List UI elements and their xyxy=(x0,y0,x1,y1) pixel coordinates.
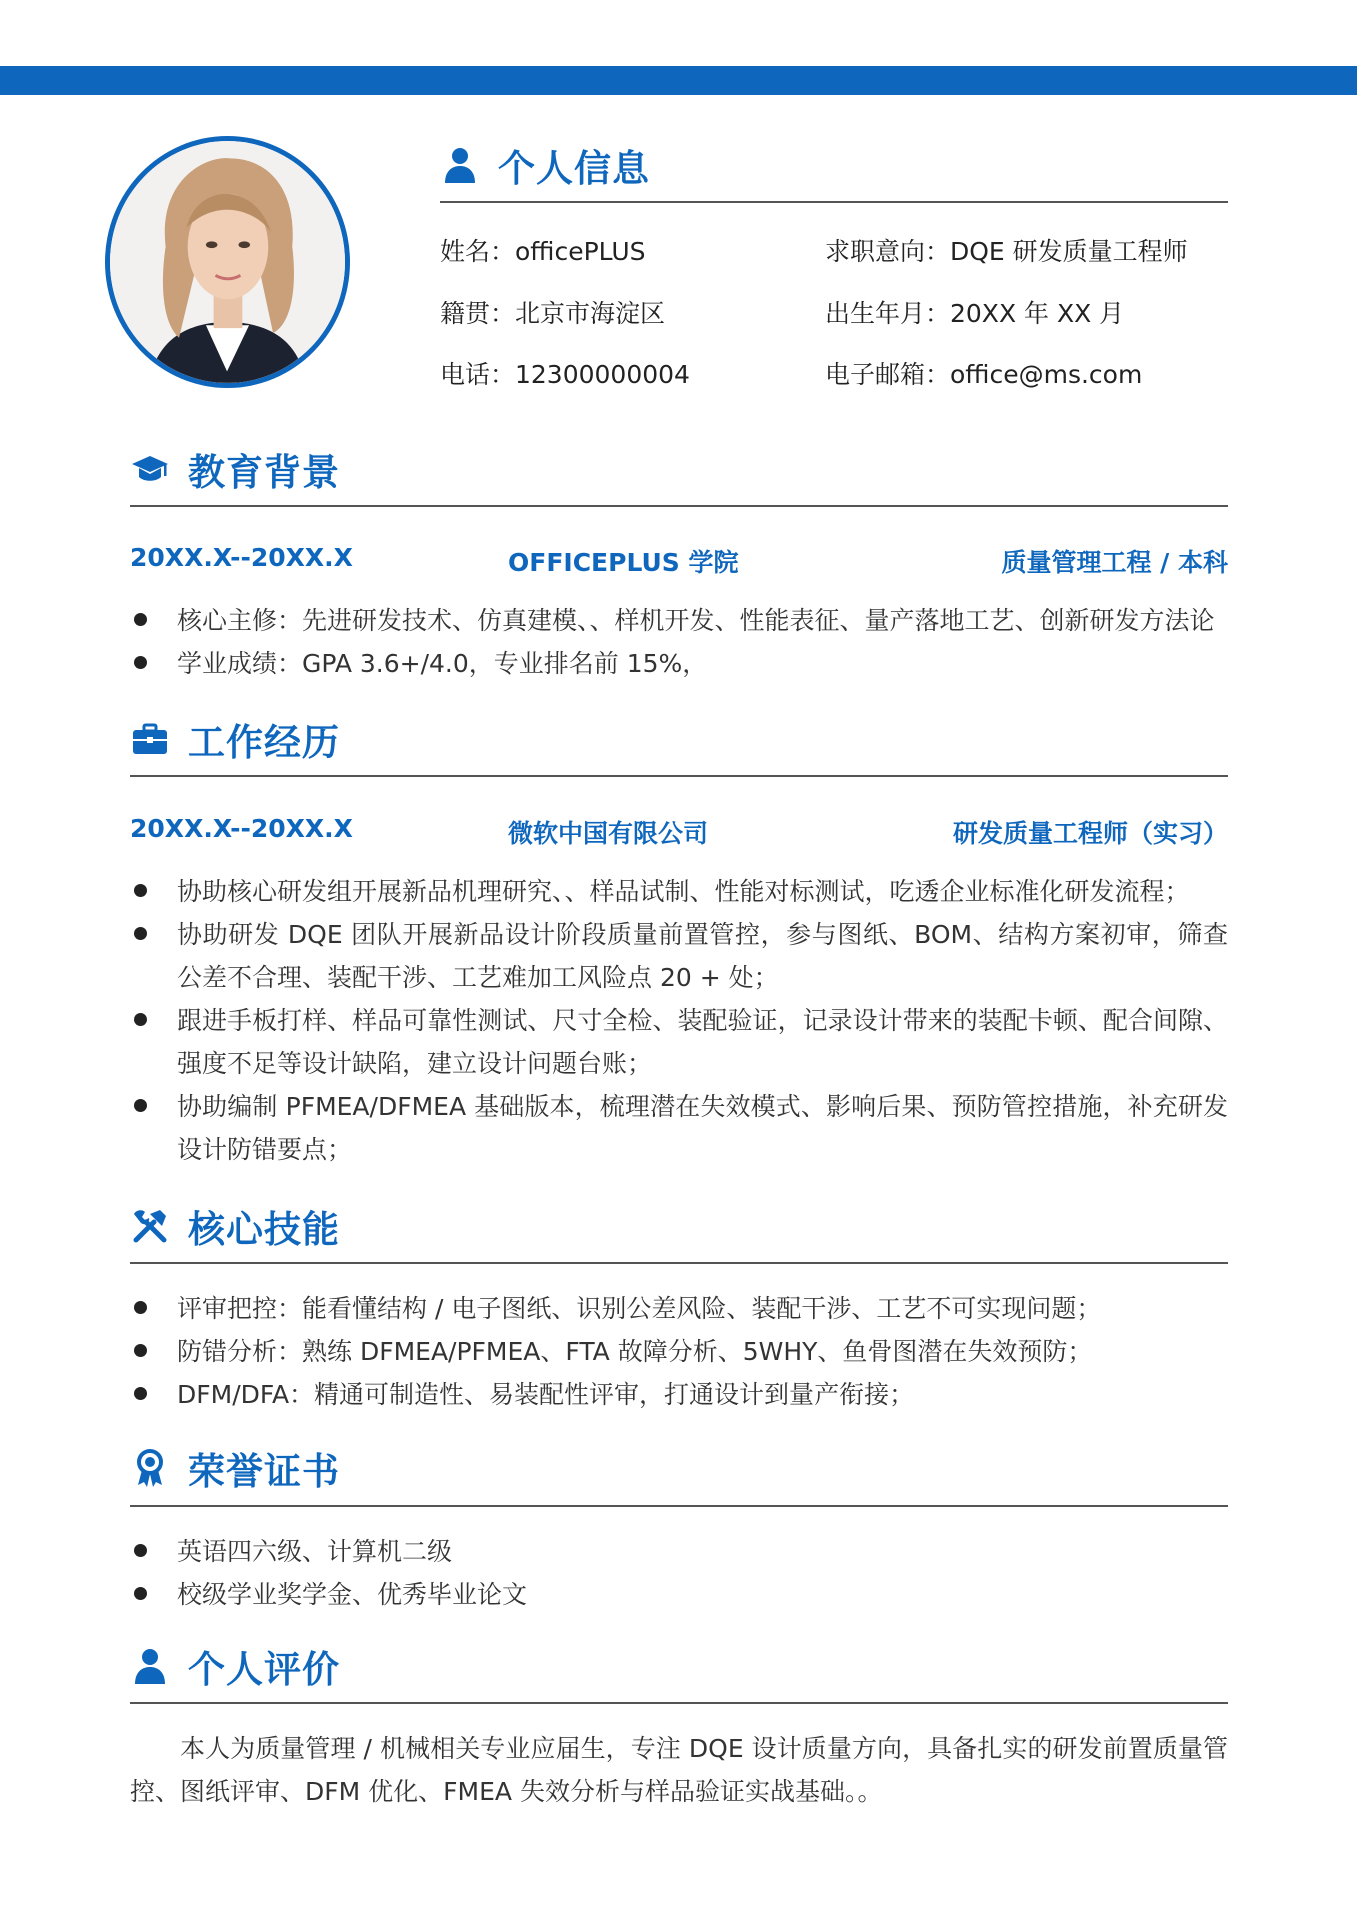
section-divider xyxy=(440,201,1228,203)
list-item: 核心主修：先进研发技术、仿真建模、、样机开发、性能表征、量产落地工艺、创新研发方法论 xyxy=(130,599,1228,642)
education-meta xyxy=(130,543,1228,583)
skills-list xyxy=(130,1287,1228,1416)
education-school: OFFICEPLUS 学院 xyxy=(508,548,739,577)
info-birth: 出生年月：20XX 年 XX 月 xyxy=(825,299,1125,328)
section-title-personal xyxy=(440,140,650,190)
info-objective: 求职意向：DQE 研发质量工程师 xyxy=(825,237,1188,266)
info-email: 电子邮箱：office@ms.com xyxy=(825,360,1143,389)
list-item: 防错分析：熟练 DFMEA/PFMEA、FTA 故障分析、5WHY、鱼骨图潜在失效预防； xyxy=(130,1330,1228,1373)
education-list xyxy=(130,599,1228,685)
header-accent-bar xyxy=(0,66,1357,95)
info-phone: 电话：12300000004 xyxy=(440,360,690,389)
person-icon xyxy=(130,1646,170,1686)
evaluation-text: 本人为质量管理 / 机械相关专业应届生，专注 DQE 设计质量方向，具备扎实的研发前置质量管控、图纸评审、DFM 优化、FMEA 失效分析与样品验证实战基础。。 xyxy=(130,1734,1228,1806)
list-item: 跟进手板打样、样品可靠性测试、尺寸全检、装配验证，记录设计带来的装配卡顿、配合间隙、强度不足等设计缺陷，建立设计问题台账； xyxy=(130,999,1228,1085)
section-title-education xyxy=(130,444,340,494)
section-title-evaluation xyxy=(130,1641,340,1691)
section-divider xyxy=(130,1702,1228,1704)
graduation-cap-icon xyxy=(130,449,170,489)
section-divider xyxy=(130,1505,1228,1507)
section-title-skills xyxy=(130,1201,340,1251)
section-title-text: 核心技能 xyxy=(188,1208,340,1251)
list-item: 校级学业奖学金、优秀毕业论文 xyxy=(130,1573,1228,1616)
list-item: 评审把控：能看懂结构 / 电子图纸、识别公差风险、装配干涉、工艺不可实现问题； xyxy=(130,1287,1228,1330)
section-divider xyxy=(130,775,1228,777)
section-title-text: 教育背景 xyxy=(188,451,340,494)
list-item: 协助研发 DQE 团队开展新品设计阶段质量前置管控，参与图纸、BOM、结构方案初审，筛查公差不合理、装配干涉、工艺难加工风险点 20 + 处； xyxy=(130,913,1228,999)
info-hometown: 籍贯：北京市海淀区 xyxy=(440,299,666,328)
education-period: 20XX.X--20XX.X xyxy=(130,543,353,572)
profile-photo xyxy=(105,136,350,388)
section-title-work xyxy=(130,714,340,764)
work-period: 20XX.X--20XX.X xyxy=(130,814,353,843)
info-name: 姓名：officePLUS xyxy=(440,237,646,266)
honors-list xyxy=(130,1530,1228,1616)
section-title-honors xyxy=(130,1443,340,1493)
education-major: 质量管理工程 / 本科 xyxy=(1001,548,1228,577)
section-divider xyxy=(130,1262,1228,1264)
list-item: DFM/DFA：精通可制造性、易装配性评审，打通设计到量产衔接； xyxy=(130,1373,1228,1416)
person-icon xyxy=(440,145,480,185)
portrait-photo xyxy=(110,141,345,383)
section-title-text: 荣誉证书 xyxy=(188,1450,340,1493)
section-title-text: 工作经历 xyxy=(188,721,340,764)
section-title-text: 个人评价 xyxy=(188,1648,340,1691)
award-ribbon-icon xyxy=(130,1448,170,1488)
work-list xyxy=(130,870,1228,1171)
tools-icon xyxy=(130,1206,170,1246)
list-item: 英语四六级、计算机二级 xyxy=(130,1530,1228,1573)
list-item: 协助核心研发组开展新品机理研究、、样品试制、性能对标测试，吃透企业标准化研发流程； xyxy=(130,870,1228,913)
section-title-text: 个人信息 xyxy=(498,147,650,190)
list-item: 协助编制 PFMEA/DFMEA 基础版本，梳理潜在失效模式、影响后果、预防管控措施，补充研发设计防错要点； xyxy=(130,1085,1228,1171)
briefcase-icon xyxy=(130,719,170,759)
section-divider xyxy=(130,505,1228,507)
work-meta xyxy=(130,814,1228,854)
work-role: 研发质量工程师（实习） xyxy=(952,819,1228,848)
work-company: 微软中国有限公司 xyxy=(508,819,709,848)
list-item: 学业成绩：GPA 3.6+/4.0，专业排名前 15%， xyxy=(130,642,1228,685)
